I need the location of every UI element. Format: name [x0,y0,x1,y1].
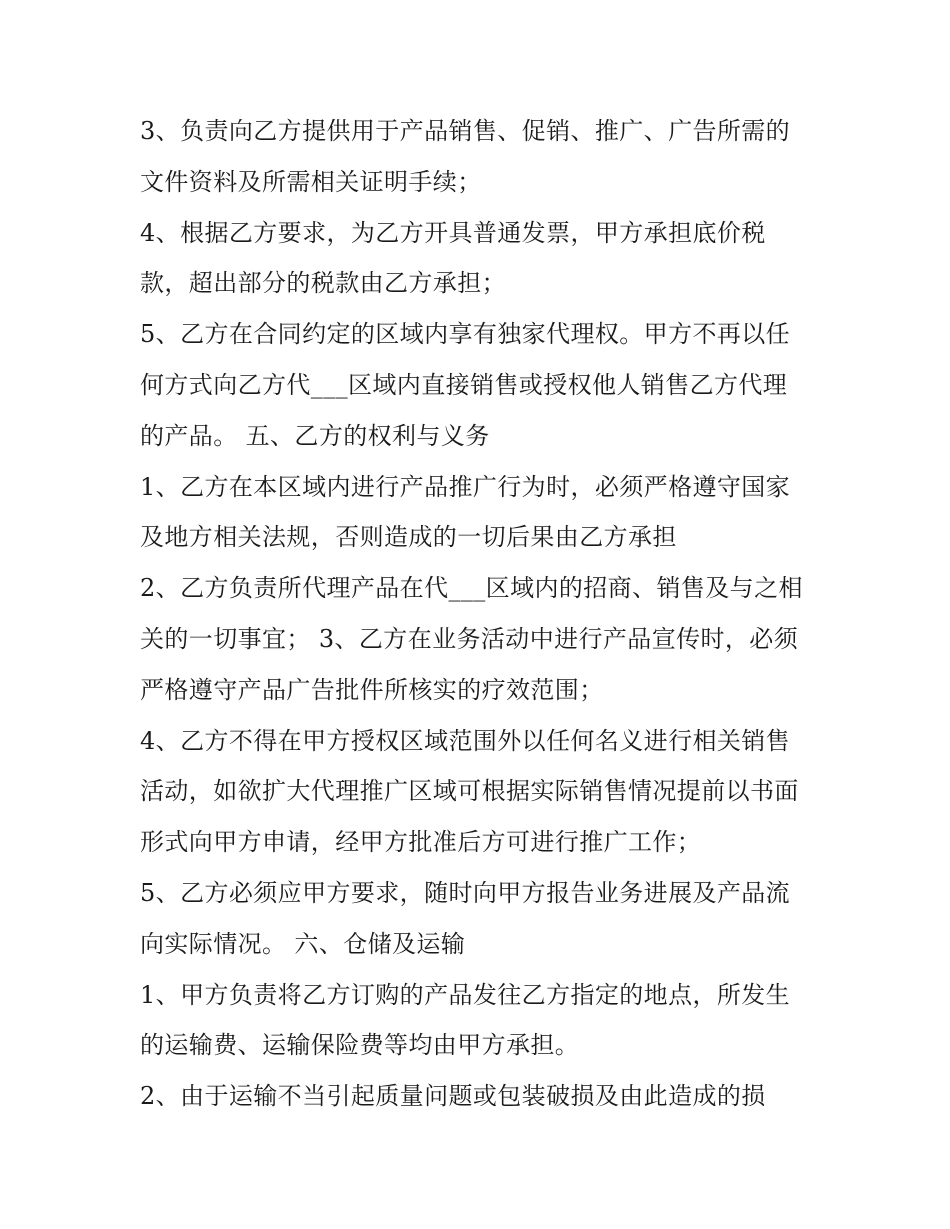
text-line: 形式向甲方申请，经甲方批准后方可进行推广工作； [140,828,702,857]
text-line: 的运输费、运输保险费等均由甲方承担。 [140,1031,580,1060]
text-line: 关的一切事宜； 3、乙方在业务活动中进行产品宣传时，必须 [140,624,799,653]
text-line: 1、甲方负责将乙方订购的产品发往乙方指定的地点，所发生 [140,980,791,1009]
text-line: 严格遵守产品广告批件所核实的疗效范围； [140,675,604,704]
text-line: 4、根据乙方要求，为乙方开具普通发票，甲方承担底价税 [140,218,766,247]
text-line: 文件资料及所需相关证明手续； [140,167,482,196]
text-line: 向实际情况。 六、仓储及运输 [140,929,466,958]
text-line: 何方式向乙方代___区域内直接销售或授权他人销售乙方代理 [140,370,788,399]
text-line: 及地方相关法规，否则造成的一切后果由乙方承担 [140,523,677,552]
contract-body-text [140,106,820,1122]
text-line: 2、由于运输不当引起质量问题或包装破损及由此造成的损 [140,1082,766,1111]
text-line: 2、乙方负责所代理产品在代___区域内的招商、销售及与之相 [140,574,803,603]
text-line: 款，超出部分的税款由乙方承担； [140,269,506,298]
text-line: 1、乙方在本区域内进行产品推广行为时，必须严格遵守国家 [140,472,791,501]
text-line: 3、负责向乙方提供用于产品销售、促销、推广、广告所需的 [140,117,791,145]
text-line: 活动，如欲扩大代理推广区域可根据实际销售情况提前以书面 [140,777,799,806]
text-line: 4、乙方不得在甲方授权区域范围外以任何名义进行相关销售 [140,726,791,755]
text-line: 5、乙方必须应甲方要求，随时向甲方报告业务进展及产品流 [140,878,791,907]
text-line: 的产品。 五、乙方的权利与义务 [140,421,490,450]
text-line: 5、乙方在合同约定的区域内享有独家代理权。甲方不再以任 [140,320,791,349]
